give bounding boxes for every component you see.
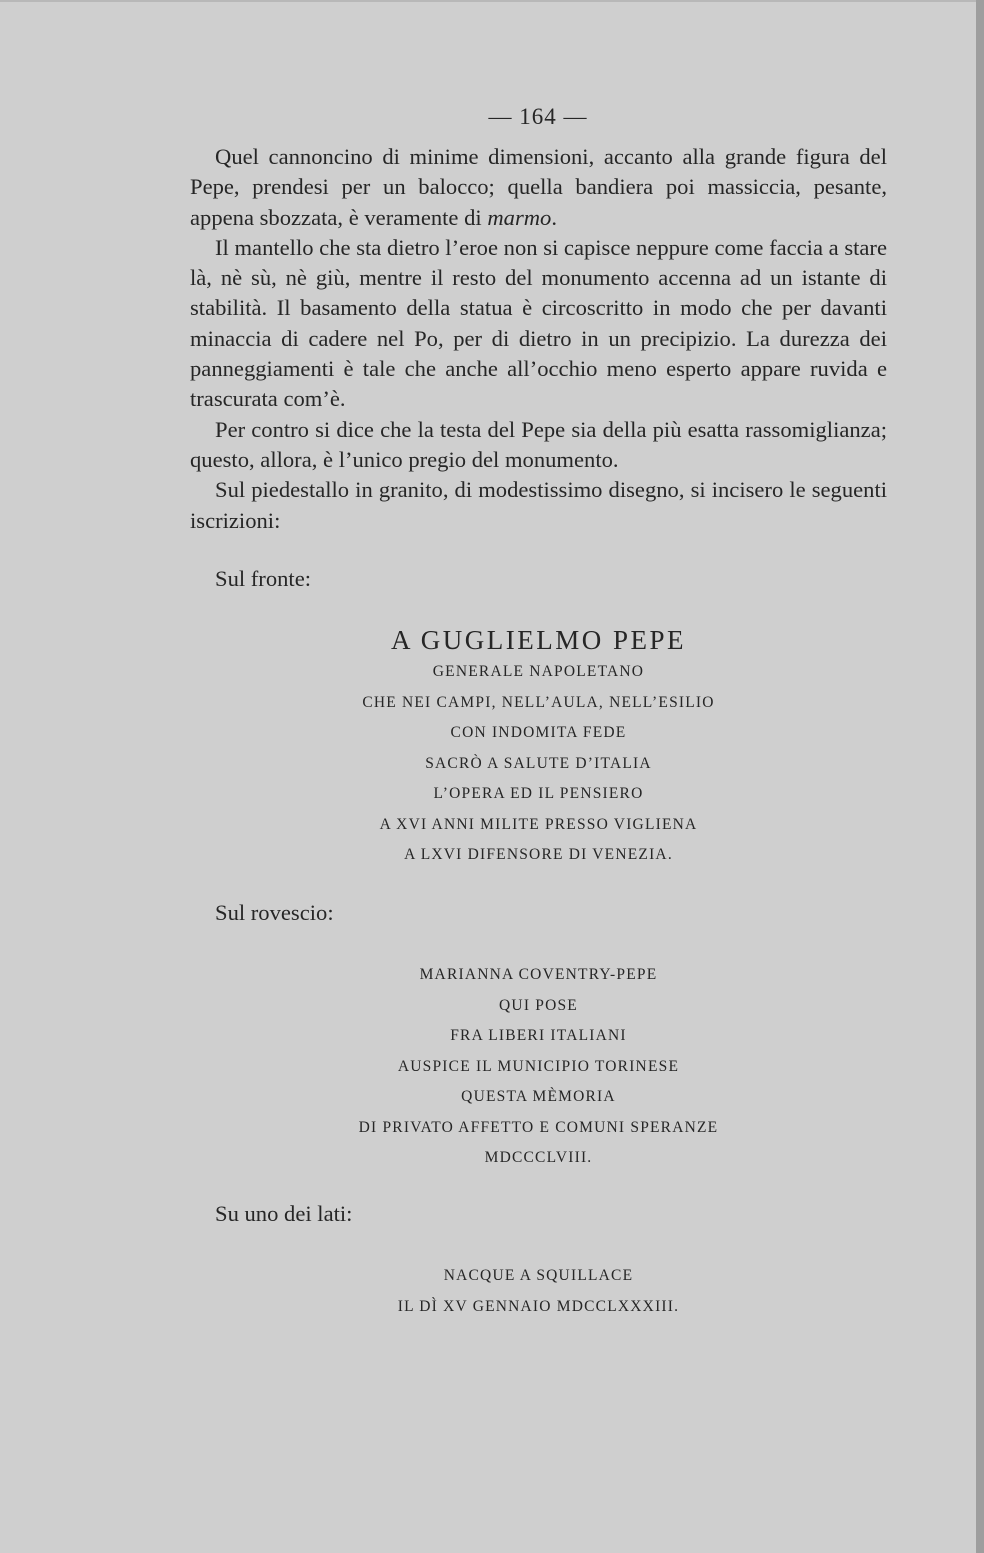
inscription-line: GENERALE NAPOLETANO: [432, 663, 645, 680]
paragraph: Il mantello che sta dietro l’eroe non si capisce neppure come faccia a stare là, nè sù, nè giù, mentre il resto del monumento accenna ad un istante di stabilità. Il basamento della statua è circoscritto in modo che per davanti minaccia di cadere nel Po, per di dietro in un precipizio. La durezza dei panneggiamenti è tale che anche all’occhio meno esperto appare ruvida e trascurata com’è.: [190, 234, 887, 412]
inscription-line: CON INDOMITA FEDE: [450, 724, 627, 741]
paragraph: Per contro si dice che la testa del Pepe sia della più esatta rassomiglianza; questo, allora, è l’unico pregio del monumento.: [190, 416, 887, 472]
body-text: [190, 142, 887, 536]
inscription-line: MARIANNA COVENTRY-PEPE: [419, 966, 658, 983]
inscription-line: IL DÌ XV GENNAIO MDCCLXXXIII.: [397, 1297, 680, 1315]
side-label: Su uno dei lati:: [215, 1201, 353, 1226]
inscription-line: QUI POSE: [499, 996, 578, 1014]
inscription-line: MDCCCLVIII.: [484, 1149, 593, 1166]
page-top-edge: [0, 0, 984, 2]
inscription-line: A LXVI DIFENSORE DI VENEZIA.: [404, 846, 673, 863]
back-label: Sul rovescio:: [215, 900, 334, 925]
inscription-line: L’OPERA ED IL PENSIERO: [433, 785, 644, 802]
inscription-line: FRA LIBERI ITALIANI: [450, 1027, 627, 1044]
inscription-line: DI PRIVATO AFFETTO E COMUNI SPERANZE: [358, 1118, 719, 1136]
back-inscription: [190, 960, 887, 1174]
inscription-line: NACQUE A SQUILLACE: [443, 1267, 634, 1284]
page-number: — 164 —: [488, 104, 588, 129]
emphasis: marmo: [487, 204, 552, 230]
inscription-line: CHE NEI CAMPI, NELL’AULA, NELL’ESILIO: [362, 693, 715, 711]
front-label: Sul fronte:: [215, 566, 312, 591]
front-inscription: [190, 623, 887, 871]
page-right-edge: [976, 0, 984, 1553]
inscription-line: QUESTA MÈMORIA: [461, 1088, 616, 1105]
inscription-line: SACRÒ A SALUTE D’ITALIA: [425, 754, 652, 772]
paragraph: Quel cannoncino di minime dimensioni, accanto alla grande figura del Pepe, prendesi per un balocco; quella bandiera poi massiccia, pesante, appena sbozzata, è veramente di marmo.: [190, 144, 887, 230]
inscription-line: AUSPICE IL MUNICIPIO TORINESE: [397, 1057, 680, 1075]
inscription-line: A GUGLIELMO PEPE: [391, 625, 686, 655]
inscription-line: A XVI ANNI MILITE PRESSO VIGLIENA: [379, 815, 698, 833]
side-inscription: [190, 1261, 887, 1322]
paragraph: Sul piedestallo in granito, di modestissimo disegno, si incisero le seguenti iscrizioni:: [190, 477, 887, 533]
